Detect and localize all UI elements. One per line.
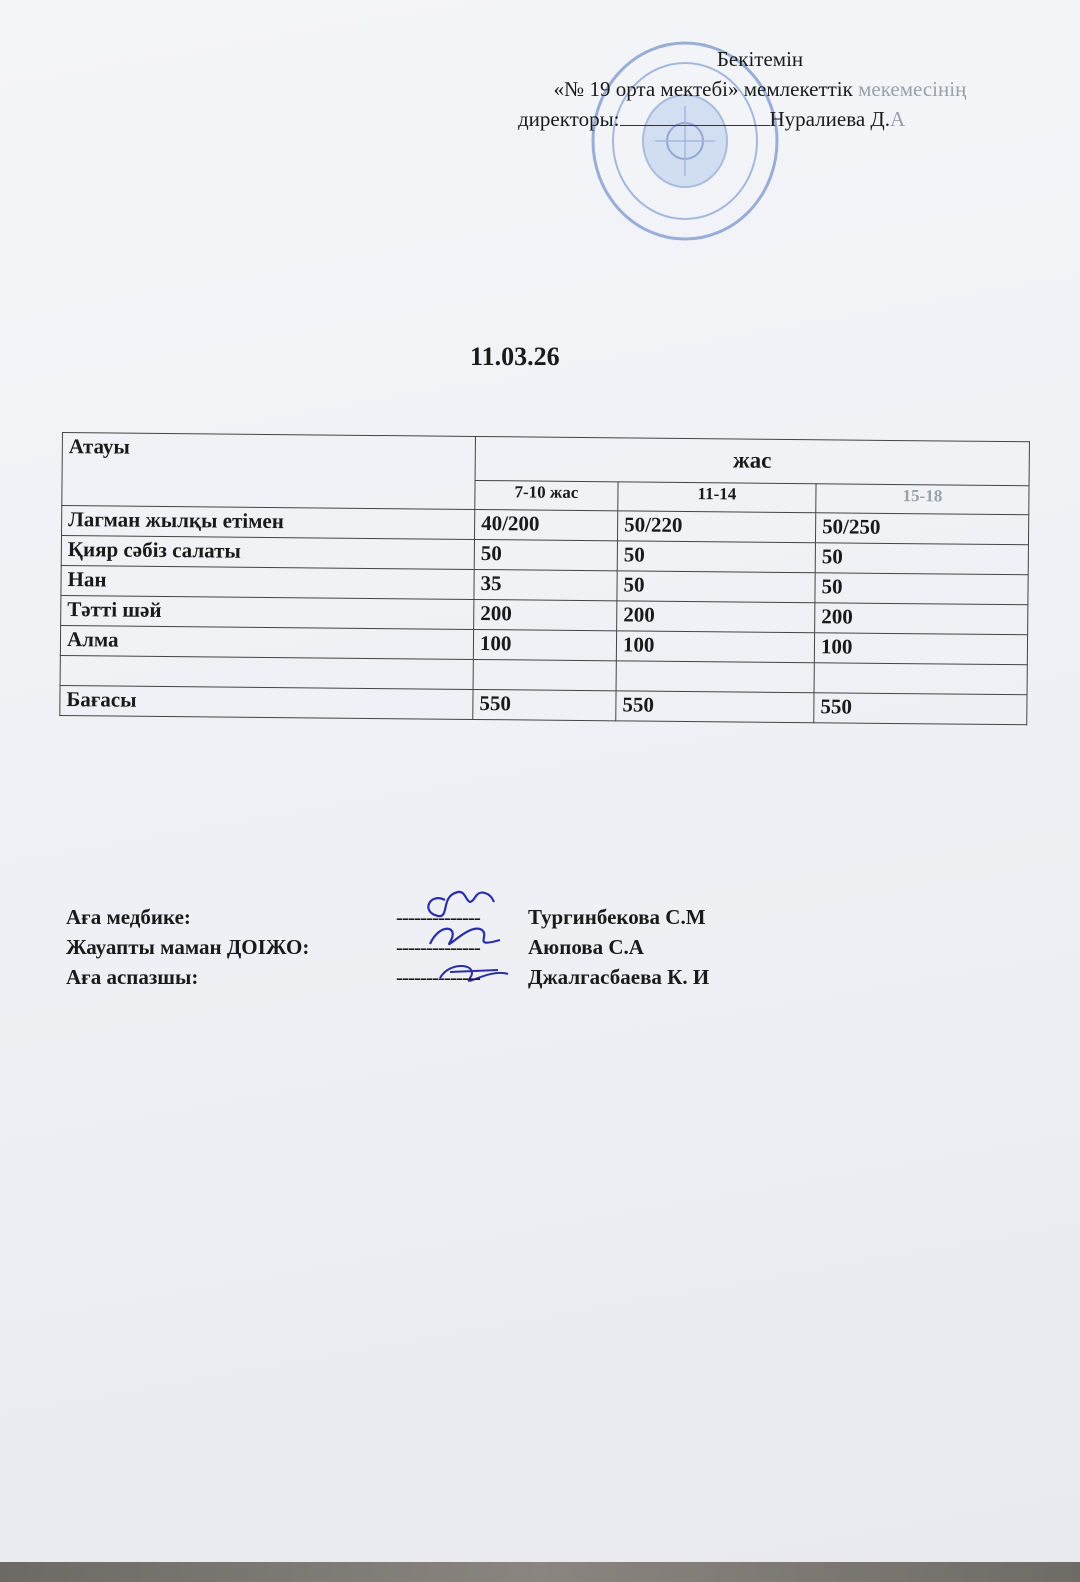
signer-role: Аға аспазшы:: [66, 965, 199, 989]
dish-name: Лагман жылқы етімен: [62, 506, 475, 540]
dish-name: Нан: [61, 565, 474, 599]
signature-dashes: --------------: [396, 935, 480, 959]
director-label: директоры:: [518, 107, 620, 131]
dish-name: Алма: [60, 625, 473, 659]
age-group-header: 11-14: [618, 481, 816, 512]
portion-cell: 50: [474, 539, 617, 570]
dish-name: Тәтті шәй: [61, 595, 474, 629]
signer-name: Джалгасбаева К. И: [528, 965, 710, 989]
portion-cell: 40/200: [474, 509, 617, 540]
approval-block: [480, 44, 1040, 134]
director-line: [480, 104, 1040, 134]
age-group-header: 7-10 жас: [475, 480, 618, 511]
portion-cell: 200: [815, 603, 1028, 635]
age-group-header: 15-18: [816, 483, 1029, 514]
menu-date: 11.03.26: [470, 342, 560, 371]
portion-cell: 100: [814, 633, 1027, 665]
portion-cell: 50: [617, 571, 815, 603]
portion-cell: 100: [473, 629, 616, 660]
director-name-faded: А: [890, 107, 906, 131]
price-cell: 550: [814, 693, 1027, 725]
portion-cell: 50: [815, 573, 1028, 605]
portion-cell: [616, 661, 814, 693]
menu-table: [59, 432, 1030, 725]
approve-label: Бекітемін: [716, 47, 804, 71]
price-label: Бағасы: [60, 685, 473, 719]
portion-cell: 35: [474, 569, 617, 600]
column-header-age: жас: [475, 436, 1029, 485]
director-name: Нуралиева Д.: [769, 107, 891, 131]
signer-name: Аюпова С.А: [528, 935, 644, 959]
organization-line: [480, 74, 1040, 104]
column-header-name: Атауы: [62, 433, 476, 510]
dish-name: Қияр сәбіз салаты: [61, 536, 474, 570]
signer-role: Жауапты маман ДОІЖО:: [66, 935, 310, 959]
portion-cell: 200: [617, 601, 815, 633]
signature-dashes: --------------: [396, 905, 480, 929]
portion-cell: 100: [616, 631, 814, 663]
portion-cell: 200: [474, 599, 617, 630]
signature-dashes: --------------: [396, 965, 480, 989]
signer-name: Тургинбекова С.М: [528, 905, 706, 929]
portion-cell: 50/220: [617, 511, 815, 543]
signer-role: Аға медбике:: [66, 905, 191, 929]
portion-cell: 50/250: [815, 513, 1028, 545]
organization-name: «№ 19 орта мектебі» мемлекеттік: [553, 77, 859, 101]
portion-cell: [814, 663, 1027, 695]
table-surface: [0, 1562, 1080, 1582]
table-header-row: [62, 433, 1029, 486]
organization-name-faded: мекемесінің: [858, 77, 967, 101]
director-signature-line: [620, 107, 770, 126]
dish-name: [60, 655, 473, 689]
portion-cell: 50: [815, 543, 1028, 575]
portion-cell: [473, 659, 616, 690]
portion-cell: 50: [617, 541, 815, 573]
price-cell: 550: [616, 691, 814, 723]
price-cell: 550: [473, 689, 616, 720]
